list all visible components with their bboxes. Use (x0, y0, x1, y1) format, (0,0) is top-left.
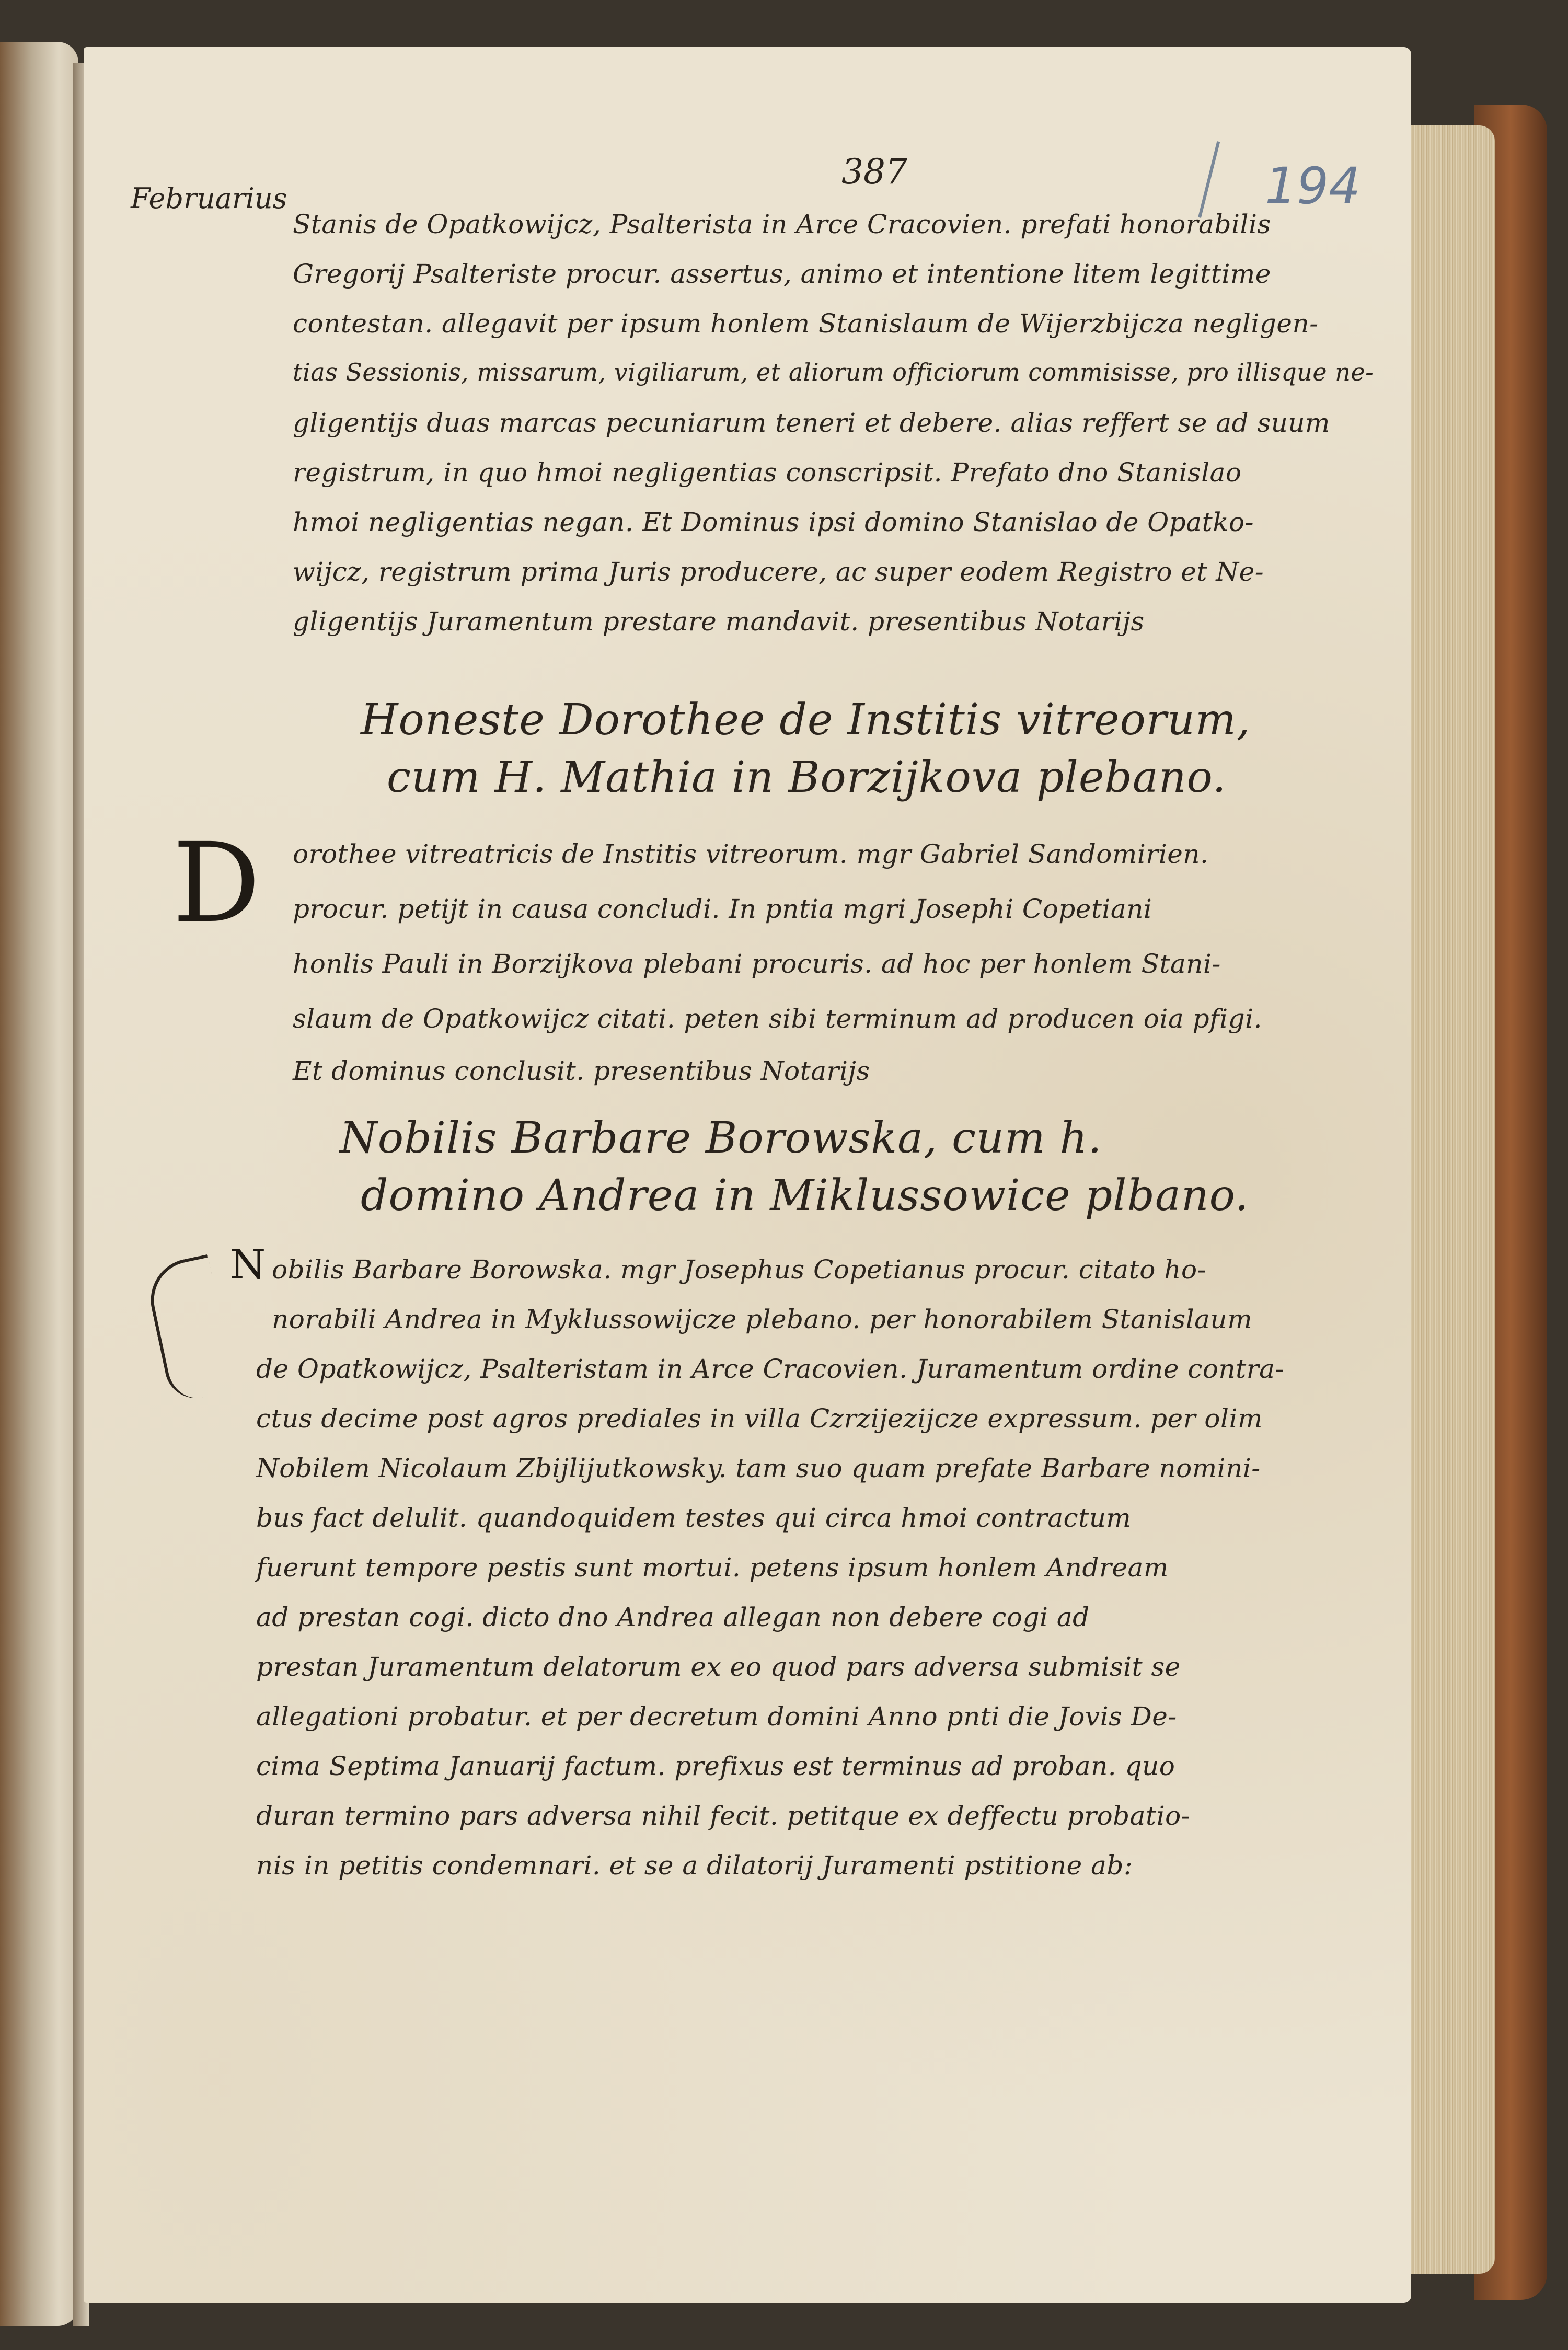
left-page-edge (0, 42, 78, 2326)
page-number: 387 (841, 152, 907, 192)
folio-number: 194 (1265, 157, 1361, 215)
entry3-heading-line: Nobilis Barbare Borowska, cum h. (340, 1113, 1102, 1163)
page-block-edges (1406, 125, 1495, 2274)
entry3-line: allegationi probatur. et per decretum domini Anno pnti die Jovis De- (256, 1701, 1177, 1732)
entry1-line: contestan. allegavit per ipsum honlem Stanislaum de Wijerzbijcza negligen- (293, 308, 1319, 339)
entry3-line: cima Septima Januarij factum. prefixus est terminus ad proban. quo (256, 1751, 1175, 1781)
entry1-line: Gregorij Psalteriste procur. assertus, animo et intentione litem legittime (293, 259, 1271, 289)
entry3-line: prestan Juramentum delatorum ex eo quod pars adversa submisit se (256, 1652, 1181, 1682)
entry1-line: Stanis de Opatkowijcz, Psalterista in Arce Cracovien. prefati honorabilis (293, 209, 1271, 239)
month-label: Februarius (131, 182, 287, 215)
entry3-line: norabili Andrea in Myklussowijcze plebano. per honorabilem Stanislaum (272, 1304, 1253, 1334)
entry1-line: gligentijs Juramentum prestare mandavit. presentibus Notarijs (293, 606, 1145, 637)
entry3-heading-line: domino Andrea in Miklussowice plbano. (361, 1171, 1249, 1220)
entry3-line: ctus decime post agros prediales in villa Czrzijezijcze expressum. per olim (256, 1403, 1263, 1434)
entry3-line: nis in petitis condemnari. et se a dilatorij Juramenti pstitione ab: (256, 1850, 1133, 1881)
entry3-line: fuerunt tempore pestis sunt mortui. petens ipsum honlem Andream (256, 1552, 1169, 1583)
entry3-initial-letter: N (230, 1241, 266, 1288)
entry3-line: Nobilem Nicolaum Zbijlijutkowsky. tam suo quam prefate Barbare nomini- (256, 1453, 1261, 1483)
entry2-line: orothee vitreatricis de Institis vitreorum. mgr Gabriel Sandomirien. (293, 839, 1209, 869)
entry2-line: Et dominus conclusit. presentibus Notarijs (293, 1056, 870, 1086)
entry3-line: duran termino pars adversa nihil fecit. petitque ex deffectu probatio- (256, 1801, 1191, 1831)
entry1-line: hmoi negligentias negan. Et Dominus ipsi domino Stanislao de Opatko- (293, 507, 1254, 537)
entry3-line: ad prestan cogi. dicto dno Andrea allegan non debere cogi ad (256, 1602, 1090, 1632)
entry2-initial-letter: D (172, 819, 261, 947)
entry1-line: wijcz, registrum prima Juris producere, ac super eodem Registro et Ne- (293, 557, 1264, 587)
entry2-heading-line: Honeste Dorothee de Institis vitreorum, (361, 695, 1251, 745)
entry2-heading-line: cum H. Mathia in Borzijkova plebano. (387, 753, 1227, 802)
entry1-line: tias Sessionis, missarum, vigiliarum, et aliorum officiorum commisisse, pro illisque ne- (293, 358, 1374, 386)
entry3-line: de Opatkowijcz, Psalteristam in Arce Cracovien. Juramentum ordine contra- (256, 1354, 1284, 1384)
entry2-line: slaum de Opatkowijcz citati. peten sibi terminum ad producen oia pfigi. (293, 1004, 1262, 1034)
entry1-line: registrum, in quo hmoi negligentias conscripsit. Prefato dno Stanislao (293, 457, 1242, 488)
entry3-line: obilis Barbare Borowska. mgr Josephus Copetianus procur. citato ho- (272, 1254, 1206, 1285)
entry2-line: procur. petijt in causa concludi. In pntia mgri Josephi Copetiani (293, 894, 1152, 924)
entry3-line: bus fact delulit. quandoquidem testes qui circa hmoi contractum (256, 1503, 1132, 1533)
entry1-line: gligentijs duas marcas pecuniarum teneri et debere. alias reffert se ad suum (293, 408, 1330, 438)
entry2-line: honlis Pauli in Borzijkova plebani procuris. ad hoc per honlem Stani- (293, 949, 1221, 979)
